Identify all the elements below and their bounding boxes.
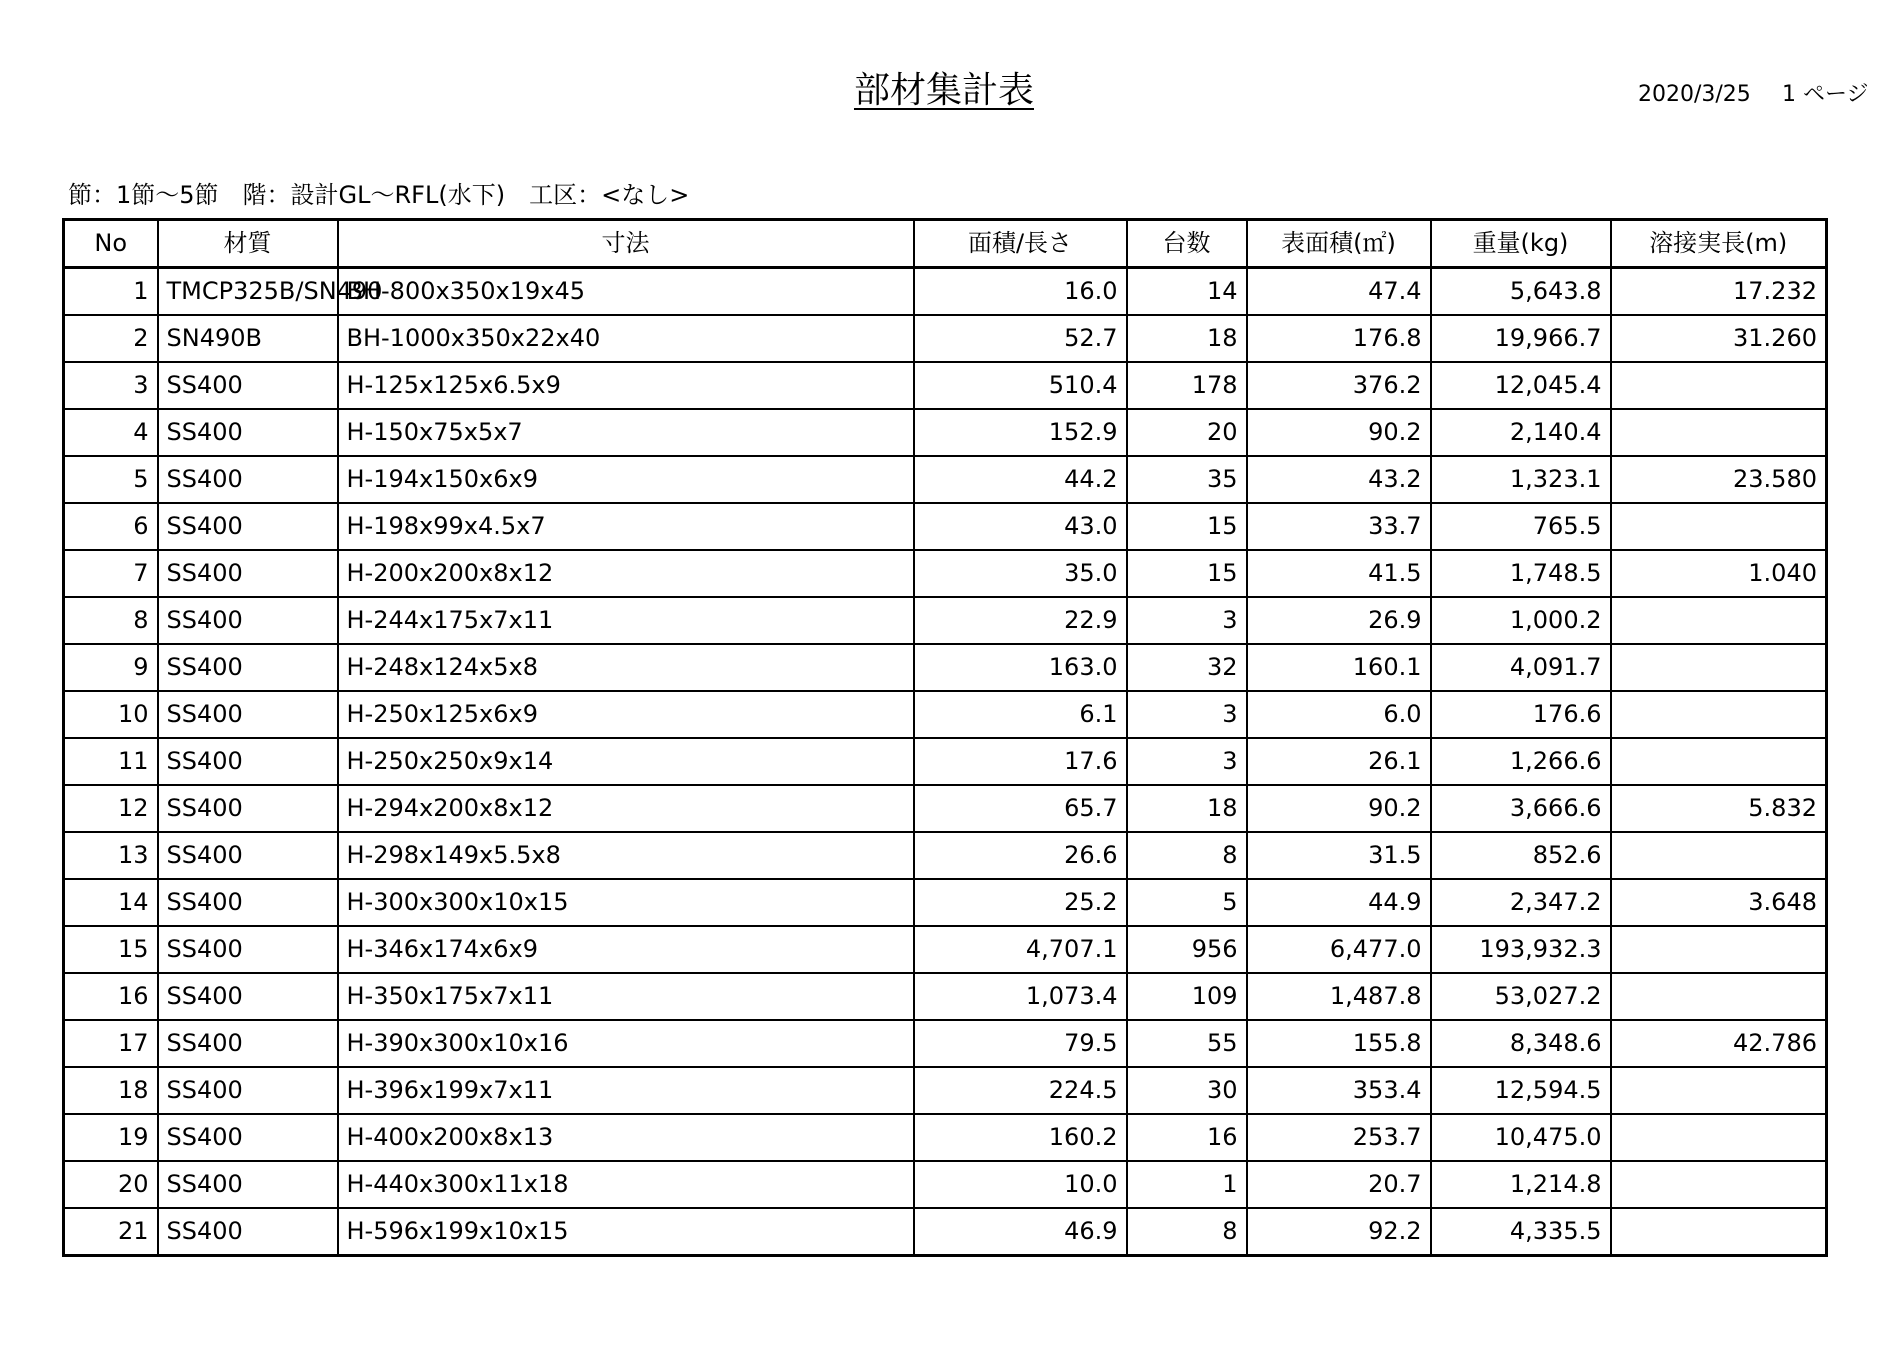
cell-weight: 765.5 xyxy=(1431,503,1611,550)
cell-area-length: 6.1 xyxy=(914,691,1127,738)
cell-material: SS400 xyxy=(158,973,338,1020)
table-row xyxy=(64,879,1827,926)
cell-weld-length xyxy=(1611,926,1827,973)
cell-size: H-390x300x10x16 xyxy=(338,1020,914,1067)
cell-no: 1 xyxy=(64,268,158,316)
cell-size: H-250x250x9x14 xyxy=(338,738,914,785)
cell-material: SS400 xyxy=(158,832,338,879)
table-row xyxy=(64,691,1827,738)
cell-weld-length xyxy=(1611,1208,1827,1256)
cell-weld-length xyxy=(1611,738,1827,785)
cell-surface-area: 90.2 xyxy=(1247,409,1431,456)
cell-material: SS400 xyxy=(158,926,338,973)
cell-weight: 1,000.2 xyxy=(1431,597,1611,644)
cell-count: 15 xyxy=(1127,503,1247,550)
cell-no: 3 xyxy=(64,362,158,409)
cell-weight: 2,140.4 xyxy=(1431,409,1611,456)
table-row xyxy=(64,1161,1827,1208)
cell-count: 8 xyxy=(1127,832,1247,879)
cell-weight: 12,594.5 xyxy=(1431,1067,1611,1114)
column-header-surface-area: 表面積(㎡) xyxy=(1247,220,1431,268)
cell-weld-length xyxy=(1611,832,1827,879)
cell-surface-area: 6,477.0 xyxy=(1247,926,1431,973)
cell-weight: 19,966.7 xyxy=(1431,315,1611,362)
column-header-weight: 重量(kg) xyxy=(1431,220,1611,268)
cell-no: 21 xyxy=(64,1208,158,1256)
cell-weight: 1,323.1 xyxy=(1431,456,1611,503)
cell-material: SS400 xyxy=(158,1067,338,1114)
cell-weld-length xyxy=(1611,1161,1827,1208)
cell-area-length: 4,707.1 xyxy=(914,926,1127,973)
table-row xyxy=(64,456,1827,503)
cell-size: H-150x75x5x7 xyxy=(338,409,914,456)
cell-material: SS400 xyxy=(158,1208,338,1256)
table-row xyxy=(64,315,1827,362)
cell-count: 956 xyxy=(1127,926,1247,973)
cell-material: SS400 xyxy=(158,785,338,832)
cell-surface-area: 20.7 xyxy=(1247,1161,1431,1208)
cell-area-length: 152.9 xyxy=(914,409,1127,456)
member-summary-table xyxy=(62,218,1828,1257)
cell-area-length: 22.9 xyxy=(914,597,1127,644)
cell-count: 18 xyxy=(1127,785,1247,832)
cell-weight: 1,748.5 xyxy=(1431,550,1611,597)
cell-weld-length xyxy=(1611,503,1827,550)
cell-surface-area: 160.1 xyxy=(1247,644,1431,691)
cell-surface-area: 353.4 xyxy=(1247,1067,1431,1114)
cell-area-length: 43.0 xyxy=(914,503,1127,550)
cell-surface-area: 47.4 xyxy=(1247,268,1431,316)
cell-area-length: 79.5 xyxy=(914,1020,1127,1067)
cell-material: SS400 xyxy=(158,1020,338,1067)
cell-area-length: 17.6 xyxy=(914,738,1127,785)
cell-weld-length: 23.580 xyxy=(1611,456,1827,503)
cell-weight: 1,266.6 xyxy=(1431,738,1611,785)
cell-no: 5 xyxy=(64,456,158,503)
cell-weld-length xyxy=(1611,691,1827,738)
report-date: 2020/3/25 xyxy=(1638,82,1751,107)
cell-surface-area: 253.7 xyxy=(1247,1114,1431,1161)
cell-weight: 4,335.5 xyxy=(1431,1208,1611,1256)
table-row xyxy=(64,644,1827,691)
cell-weld-length xyxy=(1611,597,1827,644)
cell-weld-length: 31.260 xyxy=(1611,315,1827,362)
cell-surface-area: 155.8 xyxy=(1247,1020,1431,1067)
cell-surface-area: 33.7 xyxy=(1247,503,1431,550)
cell-weld-length: 1.040 xyxy=(1611,550,1827,597)
cell-weld-length xyxy=(1611,1067,1827,1114)
cell-weld-length xyxy=(1611,644,1827,691)
cell-surface-area: 31.5 xyxy=(1247,832,1431,879)
cell-count: 55 xyxy=(1127,1020,1247,1067)
cell-area-length: 44.2 xyxy=(914,456,1127,503)
column-header-count: 台数 xyxy=(1127,220,1247,268)
cell-weld-length xyxy=(1611,409,1827,456)
cell-area-length: 52.7 xyxy=(914,315,1127,362)
cell-material: SN490B xyxy=(158,315,338,362)
page-number: 1 ページ xyxy=(1782,82,1869,107)
cell-no: 8 xyxy=(64,597,158,644)
cell-size: H-396x199x7x11 xyxy=(338,1067,914,1114)
cell-area-length: 1,073.4 xyxy=(914,973,1127,1020)
cell-count: 30 xyxy=(1127,1067,1247,1114)
cell-size: H-200x200x8x12 xyxy=(338,550,914,597)
cell-weight: 176.6 xyxy=(1431,691,1611,738)
cell-area-length: 25.2 xyxy=(914,879,1127,926)
cell-surface-area: 41.5 xyxy=(1247,550,1431,597)
cell-no: 16 xyxy=(64,973,158,1020)
cell-weight: 3,666.6 xyxy=(1431,785,1611,832)
cell-material: SS400 xyxy=(158,1114,338,1161)
cell-weight: 10,475.0 xyxy=(1431,1114,1611,1161)
cell-size: H-250x125x6x9 xyxy=(338,691,914,738)
cell-weight: 4,091.7 xyxy=(1431,644,1611,691)
table-row xyxy=(64,550,1827,597)
cell-material: SS400 xyxy=(158,644,338,691)
cell-material: SS400 xyxy=(158,691,338,738)
cell-surface-area: 176.8 xyxy=(1247,315,1431,362)
cell-material: SS400 xyxy=(158,503,338,550)
cell-no: 4 xyxy=(64,409,158,456)
cell-size: H-346x174x6x9 xyxy=(338,926,914,973)
cell-weight: 5,643.8 xyxy=(1431,268,1611,316)
cell-no: 15 xyxy=(64,926,158,973)
cell-weld-length xyxy=(1611,973,1827,1020)
cell-material: SS400 xyxy=(158,409,338,456)
cell-size: H-198x99x4.5x7 xyxy=(338,503,914,550)
cell-count: 109 xyxy=(1127,973,1247,1020)
cell-surface-area: 376.2 xyxy=(1247,362,1431,409)
cell-count: 18 xyxy=(1127,315,1247,362)
cell-material: SS400 xyxy=(158,456,338,503)
cell-no: 11 xyxy=(64,738,158,785)
table-row xyxy=(64,409,1827,456)
cell-area-length: 224.5 xyxy=(914,1067,1127,1114)
cell-count: 20 xyxy=(1127,409,1247,456)
cell-weight: 12,045.4 xyxy=(1431,362,1611,409)
cell-size: H-294x200x8x12 xyxy=(338,785,914,832)
cell-weight: 852.6 xyxy=(1431,832,1611,879)
table-row xyxy=(64,362,1827,409)
cell-no: 7 xyxy=(64,550,158,597)
cell-size: H-194x150x6x9 xyxy=(338,456,914,503)
cell-count: 16 xyxy=(1127,1114,1247,1161)
cell-size: H-125x125x6.5x9 xyxy=(338,362,914,409)
cell-area-length: 10.0 xyxy=(914,1161,1127,1208)
cell-weight: 8,348.6 xyxy=(1431,1020,1611,1067)
cell-size: H-400x200x8x13 xyxy=(338,1114,914,1161)
cell-material: SS400 xyxy=(158,597,338,644)
column-header-area-length: 面積/長さ xyxy=(914,220,1127,268)
cell-surface-area: 26.1 xyxy=(1247,738,1431,785)
cell-surface-area: 92.2 xyxy=(1247,1208,1431,1256)
cell-no: 14 xyxy=(64,879,158,926)
table-row xyxy=(64,738,1827,785)
cell-area-length: 46.9 xyxy=(914,1208,1127,1256)
cell-count: 3 xyxy=(1127,738,1247,785)
cell-no: 17 xyxy=(64,1020,158,1067)
cell-material: SS400 xyxy=(158,362,338,409)
cell-size: H-298x149x5.5x8 xyxy=(338,832,914,879)
cell-count: 1 xyxy=(1127,1161,1247,1208)
table-row xyxy=(64,268,1827,316)
cell-weld-length xyxy=(1611,1114,1827,1161)
table-row xyxy=(64,1208,1827,1256)
cell-count: 3 xyxy=(1127,691,1247,738)
table-row xyxy=(64,832,1827,879)
cell-area-length: 510.4 xyxy=(914,362,1127,409)
cell-size: H-248x124x5x8 xyxy=(338,644,914,691)
cell-weld-length: 17.232 xyxy=(1611,268,1827,316)
cell-no: 9 xyxy=(64,644,158,691)
cell-material: SS400 xyxy=(158,550,338,597)
cell-no: 18 xyxy=(64,1067,158,1114)
cell-count: 35 xyxy=(1127,456,1247,503)
column-header-no: No xyxy=(64,220,158,268)
cell-area-length: 160.2 xyxy=(914,1114,1127,1161)
table-row xyxy=(64,503,1827,550)
cell-area-length: 65.7 xyxy=(914,785,1127,832)
cell-weld-length: 42.786 xyxy=(1611,1020,1827,1067)
table-row xyxy=(64,926,1827,973)
cell-count: 3 xyxy=(1127,597,1247,644)
table-row xyxy=(64,1067,1827,1114)
cell-no: 10 xyxy=(64,691,158,738)
column-header-size: 寸法 xyxy=(338,220,914,268)
cell-count: 8 xyxy=(1127,1208,1247,1256)
table-body xyxy=(64,268,1827,1256)
cell-size: H-350x175x7x11 xyxy=(338,973,914,1020)
table-header-row xyxy=(64,220,1827,268)
cell-area-length: 26.6 xyxy=(914,832,1127,879)
cell-surface-area: 44.9 xyxy=(1247,879,1431,926)
cell-weight: 2,347.2 xyxy=(1431,879,1611,926)
cell-size: H-300x300x10x15 xyxy=(338,879,914,926)
cell-area-length: 35.0 xyxy=(914,550,1127,597)
cell-weight: 53,027.2 xyxy=(1431,973,1611,1020)
cell-surface-area: 90.2 xyxy=(1247,785,1431,832)
cell-weight: 1,214.8 xyxy=(1431,1161,1611,1208)
cell-weld-length xyxy=(1611,362,1827,409)
cell-size: H-596x199x10x15 xyxy=(338,1208,914,1256)
cell-count: 15 xyxy=(1127,550,1247,597)
cell-material: SS400 xyxy=(158,738,338,785)
cell-surface-area: 43.2 xyxy=(1247,456,1431,503)
cell-material: TMCP325B/SN490 xyxy=(158,268,338,316)
cell-size: H-440x300x11x18 xyxy=(338,1161,914,1208)
cell-no: 6 xyxy=(64,503,158,550)
table-row xyxy=(64,1114,1827,1161)
column-header-material: 材質 xyxy=(158,220,338,268)
column-header-weld-length: 溶接実長(m) xyxy=(1611,220,1827,268)
cell-area-length: 163.0 xyxy=(914,644,1127,691)
cell-surface-area: 6.0 xyxy=(1247,691,1431,738)
cell-weight: 193,932.3 xyxy=(1431,926,1611,973)
cell-no: 2 xyxy=(64,315,158,362)
cell-size: BH-800x350x19x45 xyxy=(338,268,914,316)
cell-material: SS400 xyxy=(158,1161,338,1208)
cell-size: BH-1000x350x22x40 xyxy=(338,315,914,362)
cell-area-length: 16.0 xyxy=(914,268,1127,316)
table-row xyxy=(64,1020,1827,1067)
table-row xyxy=(64,597,1827,644)
cell-no: 12 xyxy=(64,785,158,832)
cell-no: 13 xyxy=(64,832,158,879)
cell-count: 32 xyxy=(1127,644,1247,691)
filter-conditions: 節：1節～5節 階：設計GL～RFL(水下) 工区：<なし> xyxy=(68,181,690,209)
cell-material: SS400 xyxy=(158,879,338,926)
cell-weld-length: 3.648 xyxy=(1611,879,1827,926)
table-row xyxy=(64,785,1827,832)
table-row xyxy=(64,973,1827,1020)
cell-no: 19 xyxy=(64,1114,158,1161)
cell-size: H-244x175x7x11 xyxy=(338,597,914,644)
cell-weld-length: 5.832 xyxy=(1611,785,1827,832)
cell-count: 14 xyxy=(1127,268,1247,316)
cell-surface-area: 26.9 xyxy=(1247,597,1431,644)
cell-surface-area: 1,487.8 xyxy=(1247,973,1431,1020)
cell-count: 5 xyxy=(1127,879,1247,926)
cell-no: 20 xyxy=(64,1161,158,1208)
cell-count: 178 xyxy=(1127,362,1247,409)
page-title: 部材集計表 xyxy=(853,70,1034,111)
